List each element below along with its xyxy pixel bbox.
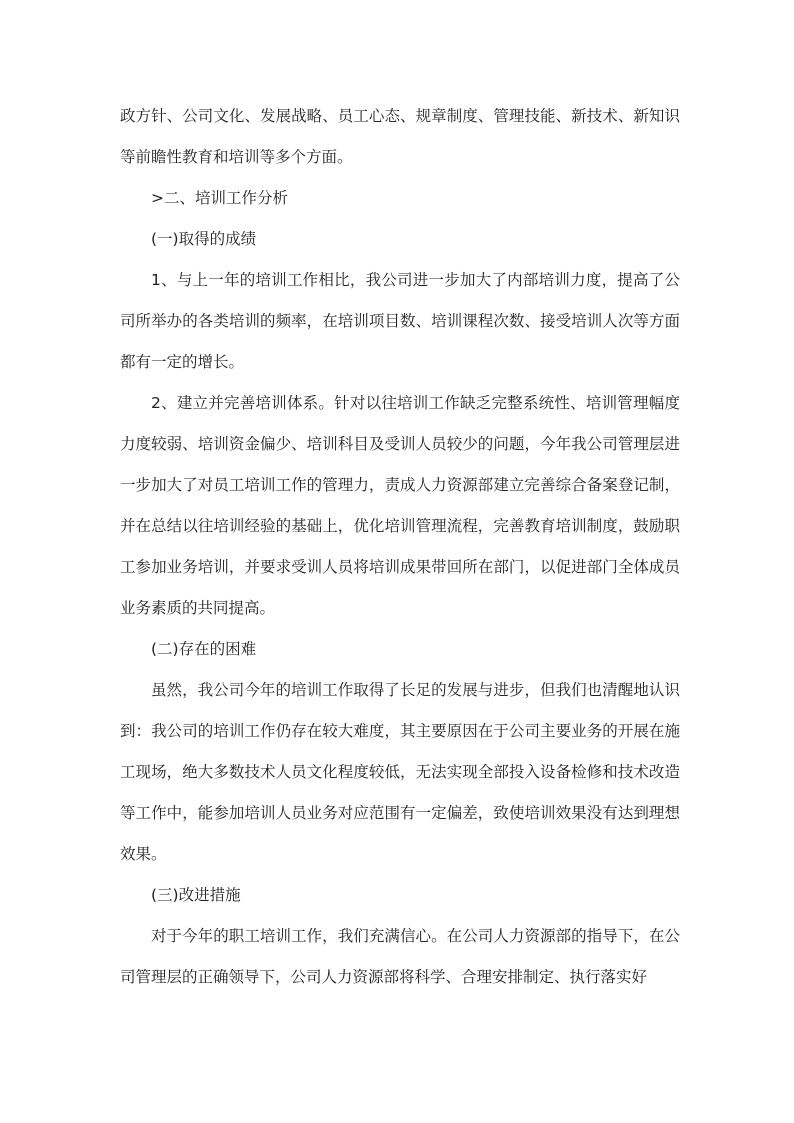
paragraph-achievement-2: 2、建立并完善培训体系。针对以往培训工作缺乏完整系统性、培训管理幅度力度较弱、培训资金偏少、培训科目及受训人员较少的问题，今年我公司管理层进一步加大了对员工培训工作的管理力，责成人力资源部建立完善综合备案登记制，并在总结以往培训经验的基础上，优化培训管理流程，完善教育培训制度，鼓励职工参加业务培训，并要求受训人员将培训成果带回所在部门，以促进部门全体成员业务素质的共同提高。: [120, 394, 680, 617]
document-body: [120, 96, 680, 998]
section-heading-training-analysis: >二、培训工作分析: [151, 189, 288, 207]
subheading-difficulties: (二)存在的困难: [151, 640, 257, 658]
subheading-achievements: (一)取得的成绩: [151, 230, 257, 248]
subheading-improvements: (三)改进措施: [151, 886, 241, 904]
paragraph-improvements: 对于今年的职工培训工作，我们充满信心。在公司人力资源部的指导下，在公司管理层的正确领导下，公司人力资源部将科学、合理安排制定、执行落实好: [120, 927, 680, 986]
paragraph-achievement-1: 1、与上一年的培训工作相比，我公司进一步加大了内部培训力度，提高了公司所举办的各类培训的频率，在培训项目数、培训课程次数、接受培训人次等方面都有一定的增长。: [120, 271, 680, 371]
paragraph-difficulties: 虽然，我公司今年的培训工作取得了长足的发展与进步，但我们也清醒地认识到：我公司的培训工作仍存在较大难度，其主要原因在于公司主要业务的开展在施工现场，绝大多数技术人员文化程度较低，无法实现全部投入设备检修和技术改造等工作中，能参加培训人员业务对应范围有一定偏差，致使培训效果没有达到理想效果。: [120, 681, 680, 863]
paragraph-continuation: 政方针、公司文化、发展战略、员工心态、规章制度、管理技能、新技术、新知识等前瞻性教育和培训等多个方面。: [120, 107, 680, 166]
